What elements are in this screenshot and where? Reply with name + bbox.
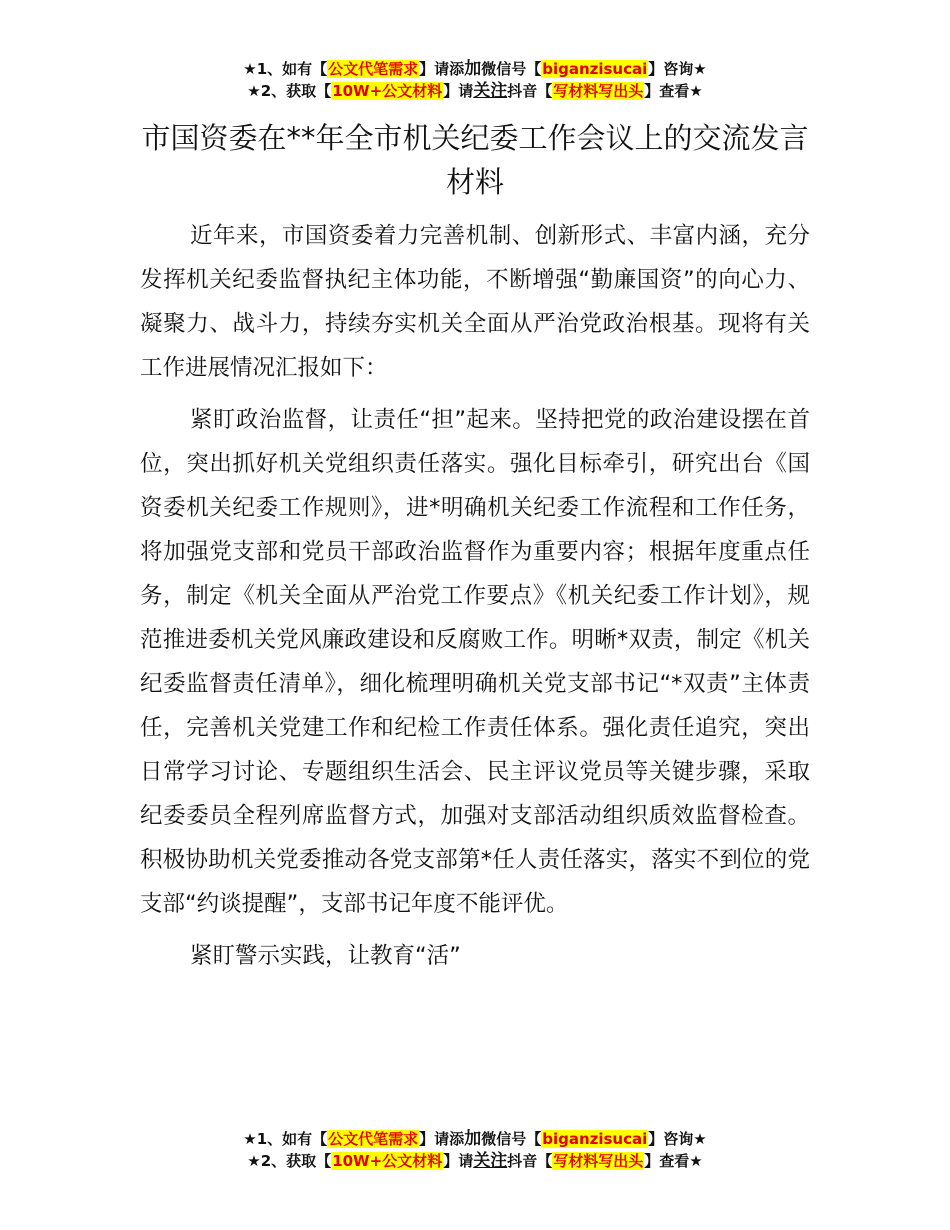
promo-text: 】咨询★: [648, 60, 707, 78]
promo-text: 】请: [443, 1152, 474, 1170]
promo-line-1: [0, 1128, 950, 1150]
promo-text: ★1、如有【: [243, 1130, 328, 1148]
promo-text: 关注: [473, 1151, 508, 1171]
promo-banner-top: [0, 58, 950, 102]
paragraph-political-supervision: 紧盯政治监督，让责任“担”起来。坚持把党的政治建设摆在首位，突出抓好机关党组织责任落实。强化目标牵引，研究出台《国资委机关纪委工作规则》，进*明确机关纪委工作流程和工作任务，将加强党支部和党员干部政治监督作为重要内容；根据年度重点任务，制定《机关全面从严治党工作要点》《机关纪委工作计划》，规范推进委机关党风廉政建设和反腐败工作。明晰*双责，制定《机关纪委监督责任清单》，细化梳理明确机关党支部书记“*双责”主体责任，完善机关党建工作和纪检工作责任体系。强化责任追究，突出日常学习讨论、专题组织生活会、民主评议党员等关键步骤，采取纪委委员全程列席监督方式，加强对支部活动组织质效监督检查。积极协助机关党委推动各党支部第*任人责任落实，落实不到位的党支部“约谈提醒”，支部书记年度不能评优。: [140, 407, 810, 917]
promo-text: 抖音【: [507, 82, 553, 100]
douyin-highlight: 写材料写出头: [553, 82, 644, 100]
document-title: 市国资委在**年全市机关纪委工作会议上的交流发言材料: [141, 121, 809, 199]
promo-text: 】请添: [419, 60, 465, 78]
douyin-highlight: 写材料写出头: [553, 1152, 644, 1170]
promo-text: ★2、获取【: [247, 1152, 332, 1170]
promo-text: 微信号【: [481, 1130, 542, 1148]
paragraph-warning-education: 紧盯警示实践，让教育“活”: [190, 943, 461, 969]
promo-text: 】查看★: [644, 1152, 703, 1170]
promo-line-2: [0, 1150, 950, 1172]
promo-text: 】咨询★: [648, 1130, 707, 1148]
promo-line-2: [0, 80, 950, 102]
promo-highlight: 10W+公文材料: [332, 1152, 443, 1170]
promo-text: 关注: [473, 81, 508, 101]
promo-line-1: [0, 58, 950, 80]
promo-text: ★2、获取【: [247, 82, 332, 100]
promo-highlight: 10W+公文材料: [332, 82, 443, 100]
promo-text: 抖音【: [507, 1152, 553, 1170]
promo-text: 加: [464, 59, 482, 79]
promo-highlight: 公文代笔需求: [328, 60, 419, 78]
promo-highlight: 公文代笔需求: [328, 1130, 419, 1148]
promo-text: 】请: [443, 82, 474, 100]
promo-text: 微信号【: [481, 60, 542, 78]
promo-text: ★1、如有【: [243, 60, 328, 78]
wechat-id-highlight: biganzisucai: [542, 1130, 648, 1148]
promo-text: 加: [464, 1129, 482, 1149]
document-body: [140, 214, 810, 986]
promo-text: 】查看★: [644, 82, 703, 100]
promo-banner-bottom: [0, 1128, 950, 1172]
wechat-id-highlight: biganzisucai: [542, 60, 648, 78]
paragraph-intro: 近年来，市国资委着力完善机制、创新形式、丰富内涵，充分发挥机关纪委监督执纪主体功能，不断增强“勤廉国资”的向心力、凝聚力、战斗力，持续夯实机关全面从严治党政治根基。现将有关工作进展情况汇报如下：: [140, 223, 810, 381]
promo-text: 】请添: [419, 1130, 465, 1148]
